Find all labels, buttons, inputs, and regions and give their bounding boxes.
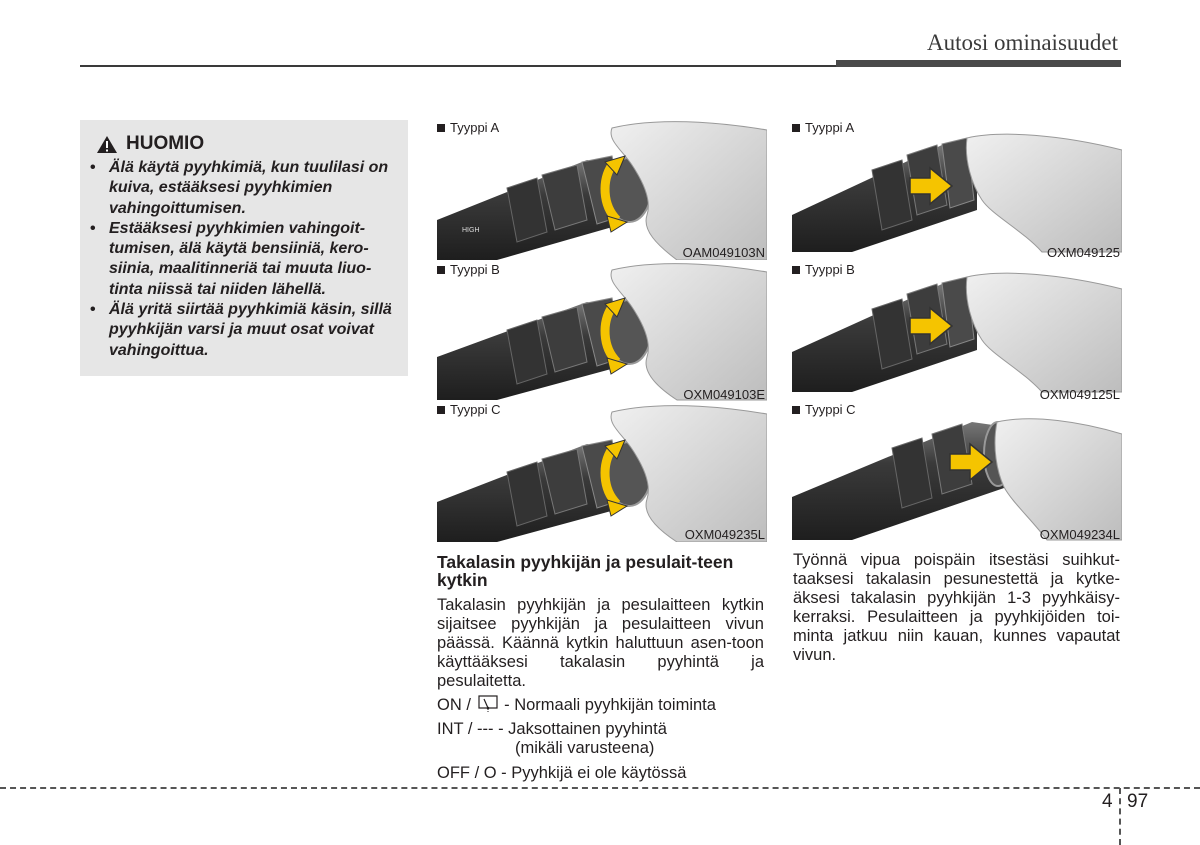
mode-on-line: ON / - Normaali pyyhkijän toiminta [437, 696, 716, 714]
mode-int-note: (mikäli varusteena) [515, 739, 655, 757]
square-bullet-icon [792, 406, 800, 414]
figure-type-label: Tyyppi A [792, 120, 854, 135]
caution-box [80, 120, 408, 376]
footer-rule [0, 787, 1200, 789]
figure-code: OXM049235L [684, 527, 765, 542]
figure-left-type-b [437, 262, 767, 402]
square-bullet-icon [437, 124, 445, 132]
caution-heading [96, 133, 204, 155]
warning-triangle-icon [96, 135, 118, 154]
figure-code: OAM049103N [682, 245, 765, 260]
square-bullet-icon [437, 406, 445, 414]
rear-wiper-icon [478, 695, 498, 713]
square-bullet-icon [792, 266, 800, 274]
wiper-stalk-rotate-illustration [437, 402, 767, 542]
square-bullet-icon [437, 266, 445, 274]
square-bullet-icon [792, 124, 800, 132]
figure-type-label: Tyyppi B [437, 262, 500, 277]
figure-left-type-a [437, 120, 767, 260]
wiper-stalk-push-illustration [792, 262, 1122, 402]
figure-type-label: Tyyppi B [792, 262, 855, 277]
header-rule-accent [836, 60, 1121, 67]
figure-code: OXM049125L [1039, 387, 1120, 402]
chapter-number: 4 [1102, 791, 1113, 812]
mode-off-line: OFF / O - Pyyhkijä ei ole käytössä [437, 764, 687, 782]
page-number: 97 [1127, 791, 1149, 812]
caution-item: • Älä yritä siirtää pyyhkimiä käsin, sillä pyyhkijän varsi ja muut osat voivat vahingoittua. [90, 301, 392, 359]
page-number-divider [1119, 788, 1121, 845]
figure-code: OXM049125 [1047, 245, 1120, 260]
figure-left-type-c [437, 402, 767, 542]
figure-code: OXM049103E [683, 387, 765, 402]
section-heading: Takalasin pyyhkijän ja pesulait-teen kytkin [437, 552, 734, 590]
header-rule [80, 65, 840, 67]
caution-title: HUOMIO [126, 133, 205, 154]
figure-type-label: Tyyppi C [792, 402, 856, 417]
caution-item: • Älä käytä pyyhkimiä, kun tuulilasi on kuiva, estääksesi pyyhkimien vahingoittumisen. [90, 159, 389, 217]
figure-code: OXM049234L [1039, 527, 1120, 542]
figure-type-label: Tyyppi A [437, 120, 499, 135]
wiper-stalk-push-illustration [792, 120, 1122, 260]
wiper-stalk-rotate-illustration [437, 262, 767, 402]
wiper-stalk-rotate-illustration [437, 120, 767, 260]
svg-text:HIGH: HIGH [462, 227, 480, 234]
page-header-title: Autosi ominaisuudet [926, 30, 1118, 55]
right-paragraph: Työnnä vipua poispäin itsestäsi suihkut-taaksesi takalasin pesunestettä ja kytke-äksesi takalasin pyyhkijän 1-3 pyyhkäisy-kerraksi. Pesulaitteen ja pyyhkijöiden toi-minta jatkuu niin kauan, kunnes vapautat vivun. [793, 551, 1120, 664]
figure-right-type-c [792, 402, 1122, 542]
figure-right-type-a [792, 120, 1122, 260]
figure-type-label: Tyyppi C [437, 402, 501, 417]
wiper-stalk-push-illustration [792, 402, 1122, 542]
figure-right-type-b [792, 262, 1122, 402]
caution-item: • Estääksesi pyyhkimien vahingoit-tumisen, älä käytä bensiiniä, kero-siinia, maalitinneriä tai muuta liuo-tinta niissä tai niiden lähellä. [90, 219, 372, 298]
section-paragraph: Takalasin pyyhkijän ja pesulaitteen kytkin sijaitsee pyyhkijän ja pesulaitteen vivun päässä. Käännä kytkin haluttuun asen-toon käyttääksesi takalasin pyyhintä ja pesulaitetta. [437, 596, 764, 690]
caution-list [90, 158, 400, 361]
mode-int-line: INT / --- - Jaksottainen pyyhintä [437, 720, 667, 738]
